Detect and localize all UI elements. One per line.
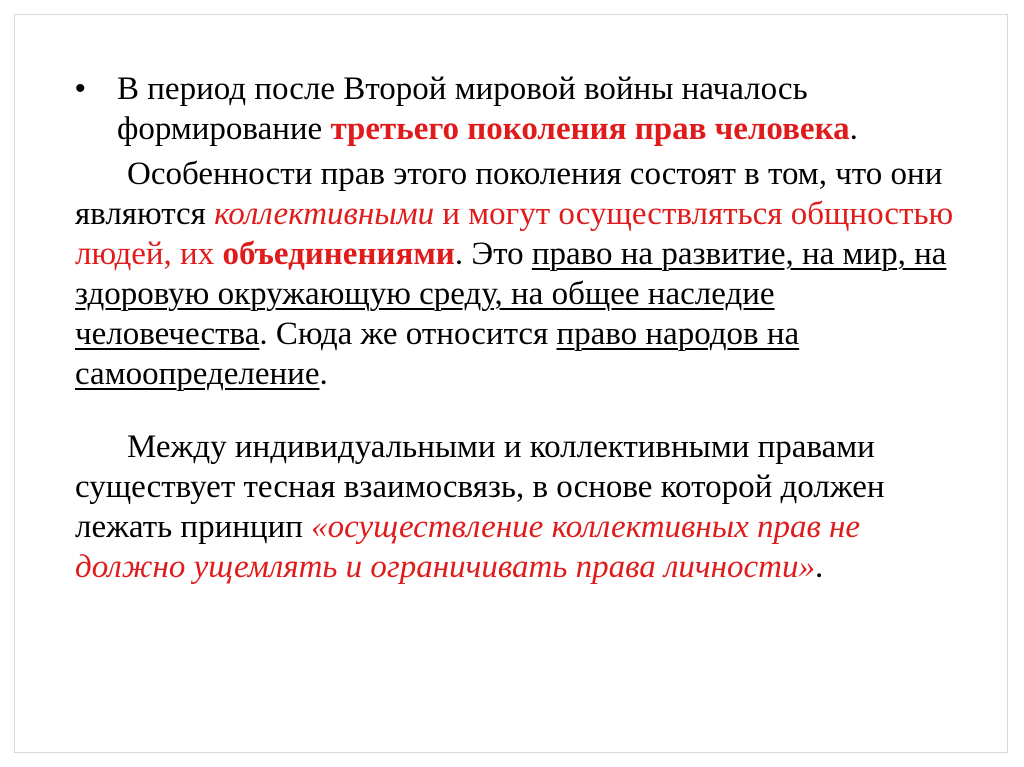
slide-content bbox=[75, 69, 975, 620]
slide bbox=[14, 14, 1008, 753]
intro-text: В период после Второй мировой войны началось формирование bbox=[117, 71, 808, 147]
paragraph-intro bbox=[75, 69, 975, 149]
features-text-a: Особенности прав этого поколения состоят в том, что они являются bbox=[75, 156, 943, 232]
principle-quote: «осуществление коллективных прав не должно ущемлять и ограничивать права личности» bbox=[75, 509, 861, 585]
features-text-b: . Это bbox=[454, 236, 532, 272]
paragraph-relationship bbox=[75, 427, 975, 587]
bullet-icon: • bbox=[75, 72, 86, 105]
features-text-c: . Сюда же относится bbox=[259, 316, 557, 352]
self-determination-underlined: право народов на самоопределение bbox=[75, 316, 800, 392]
features-red-text: и могут осуществляться общностью людей, их bbox=[75, 196, 954, 272]
third-generation-highlight: третьего поколения прав человека bbox=[330, 111, 850, 147]
collective-italic: коллективными bbox=[214, 196, 435, 232]
relationship-end: . bbox=[814, 549, 824, 585]
associations-bold: объединениями bbox=[222, 236, 455, 272]
features-end: . bbox=[319, 356, 328, 392]
rights-list-underlined: право на развитие, на мир, на здоровую окружающую среду, на общее наследие человечества bbox=[75, 236, 947, 352]
relationship-text: Между индивидуальными и коллективными правами существует тесная взаимосвязь, в основе которой должен лежать принцип bbox=[75, 429, 885, 545]
paragraph-features bbox=[75, 154, 975, 394]
intro-end: . bbox=[849, 111, 858, 147]
